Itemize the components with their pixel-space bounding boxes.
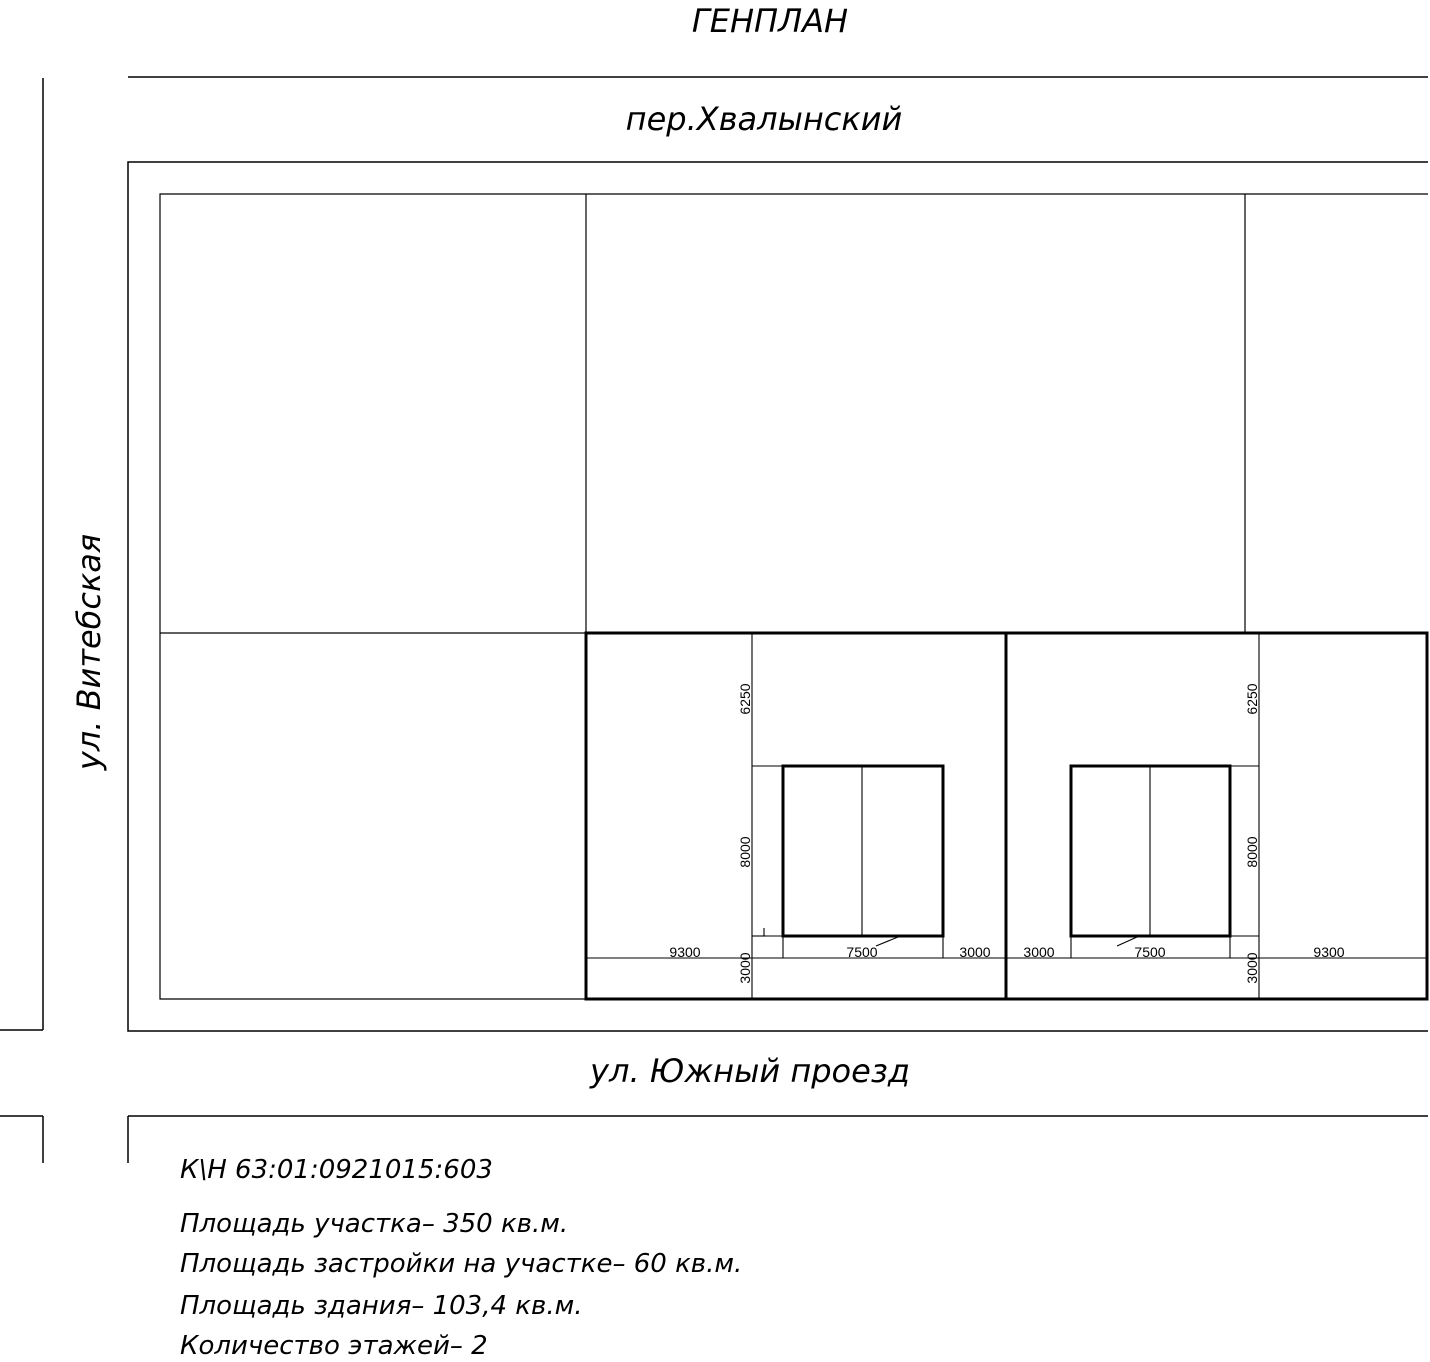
street-label-top: пер.Хвалынский bbox=[625, 100, 903, 138]
dim-right-depth: 8000 bbox=[1244, 836, 1260, 868]
dim-right-between: 3000 bbox=[1023, 944, 1055, 960]
dim-left-depth: 8000 bbox=[737, 836, 753, 868]
street-label-left: ул. Витебская bbox=[70, 533, 108, 771]
building-right bbox=[1006, 633, 1427, 999]
building-right-dimension-lines bbox=[1006, 633, 1427, 999]
info-line-plot-area: Площадь участка– 350 кв.м. bbox=[180, 1209, 569, 1239]
info-line-building-footprint: Площадь застройки на участке– 60 кв.м. bbox=[180, 1249, 743, 1279]
dim-right-setback: 3000 bbox=[1244, 952, 1260, 984]
plots-grid bbox=[160, 194, 1428, 999]
dim-left-rear: 6250 bbox=[737, 683, 753, 715]
dim-left-side: 9300 bbox=[669, 944, 701, 960]
info-line-floors: Количество этажей– 2 bbox=[180, 1331, 488, 1361]
street-label-bottom: ул. Южный проезд bbox=[590, 1052, 910, 1090]
cadastral-number: К\Н 63:01:0921015:603 bbox=[180, 1155, 493, 1185]
dim-right-side: 9300 bbox=[1313, 944, 1345, 960]
dim-right-rear: 6250 bbox=[1244, 683, 1260, 715]
plot-outer-line bbox=[160, 194, 1428, 999]
dim-right-front: 7500 bbox=[1134, 944, 1166, 960]
info-block bbox=[180, 1155, 742, 1361]
subject-plot bbox=[586, 633, 1427, 999]
building-left-outline bbox=[783, 766, 943, 936]
dim-left-setback: 3000 bbox=[737, 952, 753, 984]
drawing-title: ГЕНПЛАН bbox=[691, 2, 849, 40]
info-line-building-area: Площадь здания– 103,4 кв.м. bbox=[180, 1291, 583, 1321]
dim-left-front: 7500 bbox=[846, 944, 878, 960]
block-boundary bbox=[128, 162, 1428, 1031]
building-left bbox=[586, 633, 1006, 999]
dim-left-between: 3000 bbox=[959, 944, 991, 960]
